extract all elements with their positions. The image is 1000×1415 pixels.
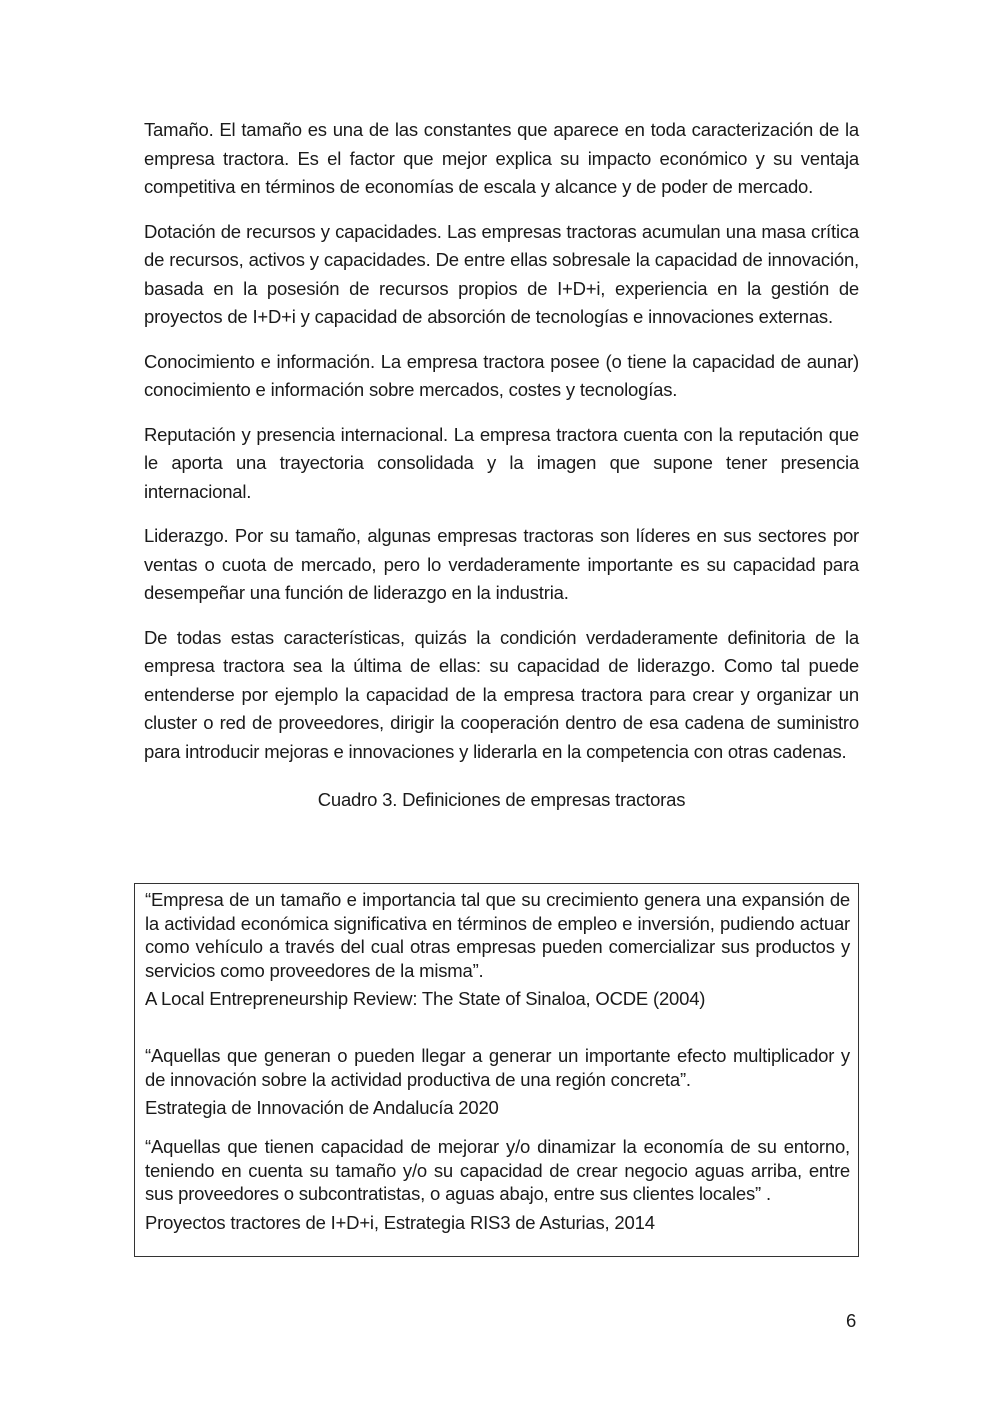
definition-quote: “Aquellas que generan o pueden llegar a generar un importante efecto multiplicador y de innovación sobre la actividad productiva de una región concreta”. (145, 1045, 850, 1090)
definition-quote: “Aquellas que tienen capacidad de mejorar y/o dinamizar la economía de su entorno, teniendo en cuenta su tamaño y/o su capacidad de crear negocio aguas arriba, entre sus proveedores o subcontratistas, o aguas abajo, entre sus clientes locales” . (145, 1136, 850, 1204)
paragraph-conclusion: De todas estas características, quizás la condición verdaderamente definitoria de la empresa tractora sea la última de ellas: su capacidad de liderazgo. Como tal puede entenderse por ejemplo la capacidad de la empresa tractora para crear y organizar un cluster o red de proveedores, dirigir la cooperación dentro de esa cadena de suministro para introducir mejoras e innovaciones y liderarla en la competencia con otras cadenas. (144, 626, 859, 762)
paragraph-knowledge: Conocimiento e información. La empresa tractora posee (o tiene la capacidad de aunar) conocimiento e información sobre mercados, costes y tecnologías. (144, 350, 859, 400)
table-caption: Cuadro 3. Definiciones de empresas tractoras (317, 789, 686, 810)
definitions-box (134, 883, 859, 1257)
paragraph-reputation: Reputación y presencia internacional. La empresa tractora cuenta con la reputación que le aporta una trayectoria consolidada y la imagen que supone tener presencia internacional. (144, 423, 859, 502)
definition-entry (145, 888, 850, 1012)
paragraph-size: Tamaño. El tamaño es una de las constantes que aparece en toda caracterización de la empresa tractora. Es el factor que mejor explica su impacto económico y su ventaja competitiva en términos de economías de escala y alcance y de poder de mercado. (144, 119, 859, 197)
definition-source: A Local Entrepreneurship Review: The State of Sinaloa, OCDE (2004) (145, 988, 706, 1009)
definition-entry (145, 1135, 850, 1236)
body-text (144, 116, 859, 830)
definition-quote: “Empresa de un tamaño e importancia tal que su crecimiento genera una expansión de la actividad económica significativa en términos de empleo e inversión, pudiendo actuar como vehículo a través del cual otras empresas pueden comercializar sus productos y servicios como proveedores de la misma”. (145, 889, 850, 981)
paragraph-leadership: Liderazgo. Por su tamaño, algunas empresas tractoras son líderes en sus sectores por ventas o cuota de mercado, pero lo verdaderamente importante es su capacidad para desempeñar una función de liderazgo en la industria. (144, 525, 859, 603)
definition-source: Proyectos tractores de I+D+i, Estrategia RIS3 de Asturias, 2014 (145, 1211, 655, 1233)
page-number: 6 (846, 1310, 857, 1331)
definition-source: Estrategia de Innovación de Andalucía 2020 (145, 1097, 499, 1118)
definition-entry (145, 1044, 850, 1121)
paragraph-resources: Dotación de recursos y capacidades. Las empresas tractoras acumulan una masa crítica de recursos, activos y capacidades. De entre ellas sobresale la capacidad de innovación, basada en la posesión de recursos propios de I+D+i, experiencia en la gestión de proyectos de I+D+i y capacidad de absorción de tecnologías e innovaciones externas. (144, 220, 859, 327)
